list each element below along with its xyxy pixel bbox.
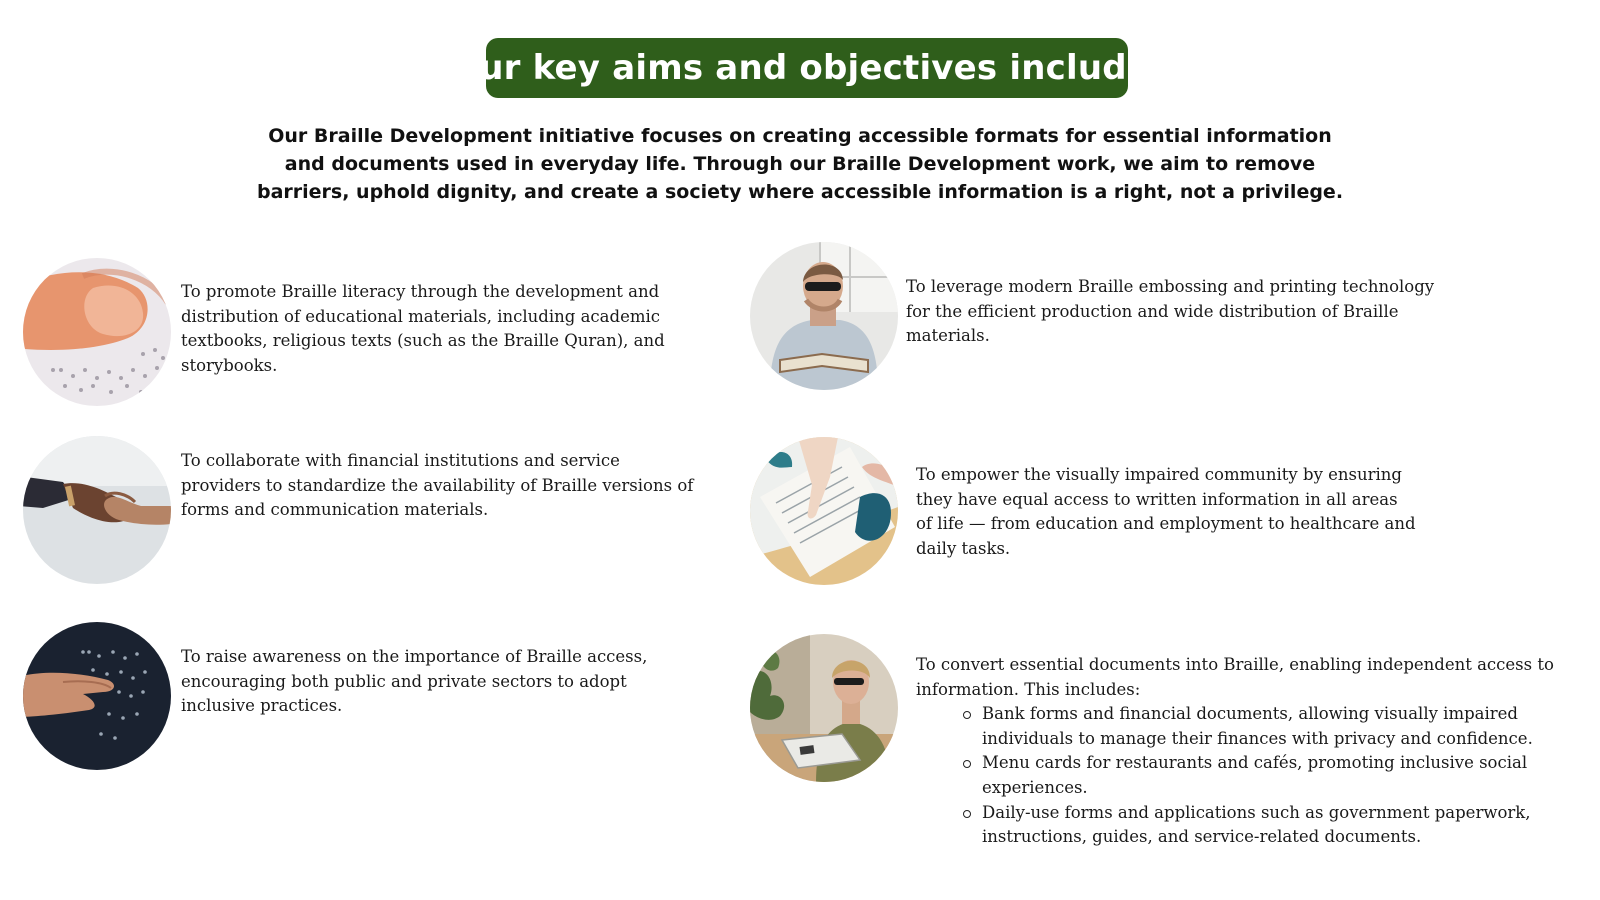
objective-6-text: To convert essential documents into Braille, enabling independent access to information. This includes: [916,655,1554,699]
list-item: Bank forms and financial documents, allowing visually impaired individuals to manage their finances with privacy and confidence. [916,702,1556,751]
list-item: Daily-use forms and applications such as government paperwork, instructions, guides, and service-related documents. [916,801,1556,850]
list-item: Menu cards for restaurants and cafés, promoting inclusive social experiences. [916,751,1556,800]
finger-pointing-document-photo [750,437,898,585]
page-title: Our key aims and objectives include: [450,48,1164,88]
handshake-photo [23,436,171,584]
objective-6 [916,653,1556,850]
hands-on-braille-board-photo [23,622,171,770]
braille-finger-reading-photo [23,258,171,406]
objective-3-text: To raise awareness on the importance of Braille access, encouraging both public and private sectors to adopt inclusive practices. [181,647,648,716]
objective-2-text: To collaborate with financial institutions and service providers to standardize the availability of Braille versions of forms and communication materials. [181,451,694,520]
man-reading-braille-book-photo [750,242,898,390]
objective-6-sublist [916,702,1556,850]
objective-4-text: To leverage modern Braille embossing and printing technology for the efficient production and wide distribution of Braille materials. [906,277,1435,346]
intro-paragraph: Our Braille Development initiative focuses on creating accessible formats for essential information and documents used in everyday life. Through our Braille Development work, we aim to remove barriers, uphold dignity, and create a society where accessible information is a right, not a privilege. [256,125,1344,203]
objective-1-text: To promote Braille literacy through the development and distribution of educational materials, including academic textbooks, religious texts (such as the Braille Quran), and storybooks. [181,282,665,375]
objective-5-text: To empower the visually impaired community by ensuring they have equal access to written information in all areas of life — from education and employment to healthcare and daily tasks. [916,465,1416,558]
man-at-laptop-photo [750,634,898,782]
heading-banner [450,38,1164,98]
